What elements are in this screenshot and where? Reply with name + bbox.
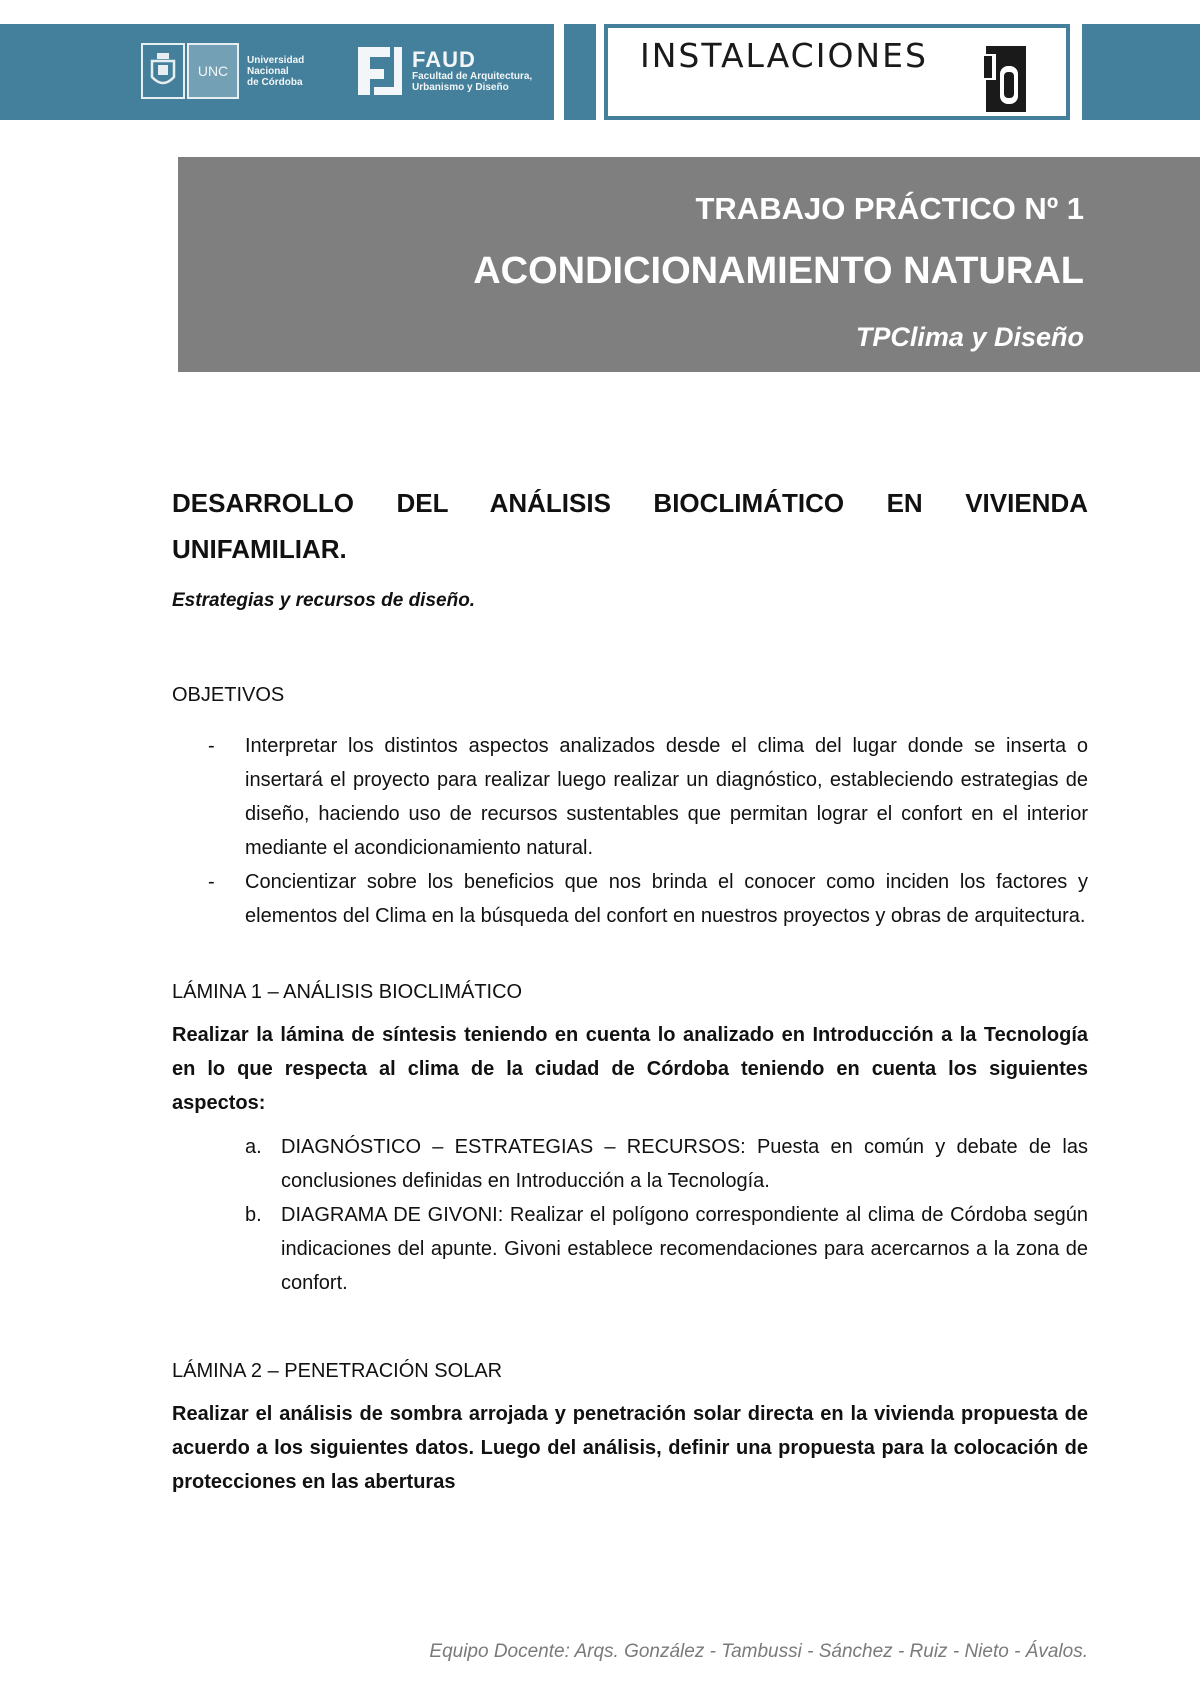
faud-subtitle: Facultad de Arquitectura, Urbanismo y Diseño [412, 71, 533, 93]
list-item: - Interpretar los distintos aspectos analizados desde el clima del lugar donde se inserta o insertará el proyecto para realizar luego realizar un diagnóstico, estableciendo estrategias de diseño, haciendo uso de recursos sustentables que permitan lograr el confort en el interior mediante el acondicionamiento natural. [172, 729, 1088, 865]
practice-number: TRABAJO PRÁCTICO Nº 1 [695, 191, 1084, 226]
faud-mark-icon [354, 43, 406, 99]
unc-seal-icon [141, 43, 185, 99]
course-mark-1b-icon [980, 38, 1032, 114]
list-item: - Concientizar sobre los beneficios que nos brinda el conocer como inciden los factores y elementos del Clima en la búsqueda del confort en nuestros proyectos y obras de arquitectura. [172, 865, 1088, 933]
unc-name: Universidad Nacional de Córdoba [247, 54, 305, 88]
banner-band-middle [564, 24, 596, 120]
header-banner [0, 24, 1200, 120]
practice-subtitle: TPClima y Diseño [855, 322, 1084, 352]
unc-tag: UNC [187, 43, 239, 99]
bullet-dash: - [208, 871, 215, 893]
subheading: Estrategias y recursos de diseño. [172, 590, 476, 611]
banner-band-right [1082, 24, 1200, 120]
objectives-list [172, 729, 1088, 933]
unc-logo [141, 42, 317, 100]
lamina2-intro: Realizar el análisis de sombra arrojada y penetración solar directa en la vivienda propuesta de acuerdo a los siguientes datos. Luego del análisis, definir una propuesta para la colocación de protecciones en las aberturas [172, 1403, 1088, 1493]
lamina2-label: LÁMINA 2 – PENETRACIÓN SOLAR [172, 1360, 503, 1382]
faud-title: FAUD [412, 47, 476, 72]
main-heading: DESARROLLO DEL ANÁLISIS BIOCLIMÁTICO EN VIVIENDA UNIFAMILIAR. [172, 488, 1088, 564]
document-body [172, 480, 1088, 1499]
faud-logo [354, 42, 542, 100]
list-item: a. DIAGNÓSTICO – ESTRATEGIAS – RECURSOS: Puesta en común y debate de las conclusiones definidas en Introducción a la Tecnología. [245, 1136, 1088, 1192]
footer-team: Equipo Docente: Arqs. González - Tambussi - Sánchez - Ruiz - Nieto - Ávalos. [429, 1641, 1088, 1662]
title-block [178, 157, 1200, 372]
list-item: b. DIAGRAMA DE GIVONI: Realizar el polígono correspondiente al clima de Córdoba según indicaciones del apunte. Givoni establece recomendaciones para acercarnos a la zona de confort. [245, 1204, 1088, 1294]
objectives-label: OBJETIVOS [172, 684, 285, 706]
course-title: INSTALACIONES [640, 36, 928, 75]
lamina1-label: LÁMINA 1 – ANÁLISIS BIOCLIMÁTICO [172, 981, 523, 1003]
lamina1-intro: Realizar la lámina de síntesis teniendo en cuenta lo analizado en Introducción a la Tecnología en lo que respecta al clima de la ciudad de Córdoba teniendo en cuenta los siguientes aspectos: [172, 1024, 1088, 1114]
lamina1-list [172, 1130, 1088, 1300]
bullet-dash: - [208, 735, 215, 757]
practice-title: ACONDICIONAMIENTO NATURAL [473, 250, 1084, 292]
